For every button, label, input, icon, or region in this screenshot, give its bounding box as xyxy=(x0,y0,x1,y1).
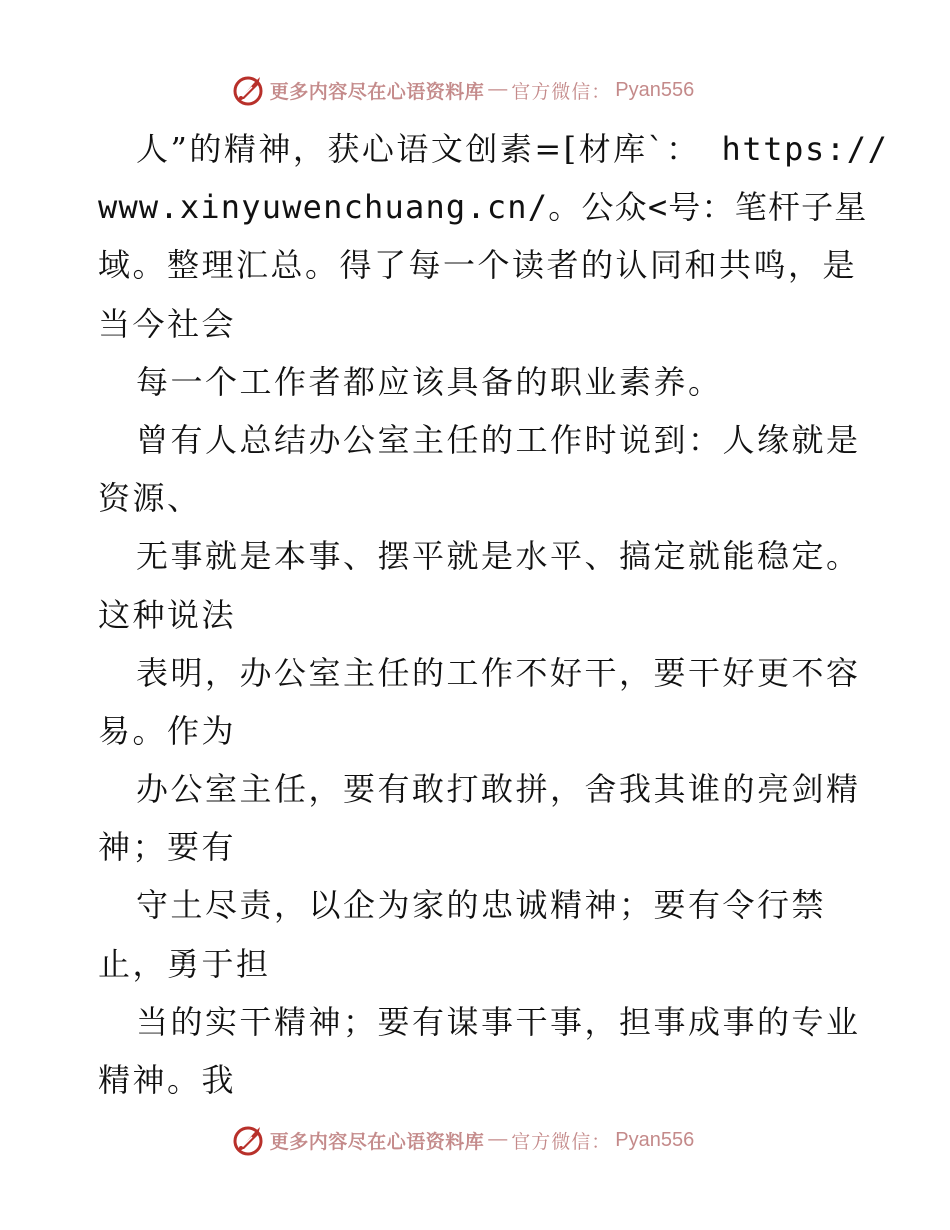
text-line-1-url: https:// xyxy=(700,130,889,168)
footer-banner xyxy=(0,1120,950,1160)
text-line-5: 每一个工作者都应该具备的职业素养。 xyxy=(136,362,723,401)
text-line-1 xyxy=(98,120,889,178)
text-line-6: 曾有人总结办公室主任的工作时说到：人缘就是 xyxy=(136,420,861,459)
document-body xyxy=(98,120,889,1109)
text-line-12: 办公室主任，要有敢打敢拼，舍我其谁的亮剑精 xyxy=(136,770,861,809)
text-line-4: 当今社会 xyxy=(98,304,237,343)
text-line-15: 止，勇于担 xyxy=(98,944,271,983)
header-banner-dash: — xyxy=(488,79,508,100)
text-line-11: 易。作为 xyxy=(98,711,237,750)
quill-pen-logo-icon xyxy=(232,73,266,107)
text-line-1-prefix: 人”的精神，获心语文创素=[材库`： xyxy=(136,130,701,168)
text-line-2: www.xinyuwenchuang.cn/。公众<号：笔杆子星 xyxy=(98,188,868,227)
text-line-8: 无事就是本事、摆平就是水平、搞定就能稳定。 xyxy=(136,537,861,576)
quill-pen-logo-icon xyxy=(232,1123,266,1157)
footer-banner-dash: — xyxy=(488,1129,508,1150)
text-line-10: 表明，办公室主任的工作不好干，要干好更不容 xyxy=(136,653,861,692)
header-banner-wechat-id: Pyan556 xyxy=(615,78,695,101)
footer-banner-wechat-label: 官方微信： xyxy=(511,1130,612,1153)
text-line-17: 精神。我 xyxy=(98,1061,237,1099)
header-banner-wechat-label: 官方微信： xyxy=(511,80,612,103)
text-line-16: 当的实干精神；要有谋事干事，担事成事的专业 xyxy=(136,1002,861,1041)
text-line-7: 资源、 xyxy=(98,479,202,518)
footer-banner-wechat-id: Pyan556 xyxy=(615,1128,695,1151)
header-banner-title: 更多内容尽在心语资料库 xyxy=(269,80,485,103)
header-banner-content xyxy=(232,73,695,107)
text-line-3: 域。整理汇总。得了每一个读者的认同和共鸣，是 xyxy=(98,246,858,285)
footer-banner-content xyxy=(232,1123,695,1157)
text-line-9: 这种说法 xyxy=(98,595,237,634)
header-banner xyxy=(0,70,950,110)
text-line-13: 神；要有 xyxy=(98,828,237,867)
text-line-14: 守土尽责，以企为家的忠诚精神；要有令行禁 xyxy=(136,886,827,925)
footer-banner-title: 更多内容尽在心语资料库 xyxy=(269,1130,485,1153)
